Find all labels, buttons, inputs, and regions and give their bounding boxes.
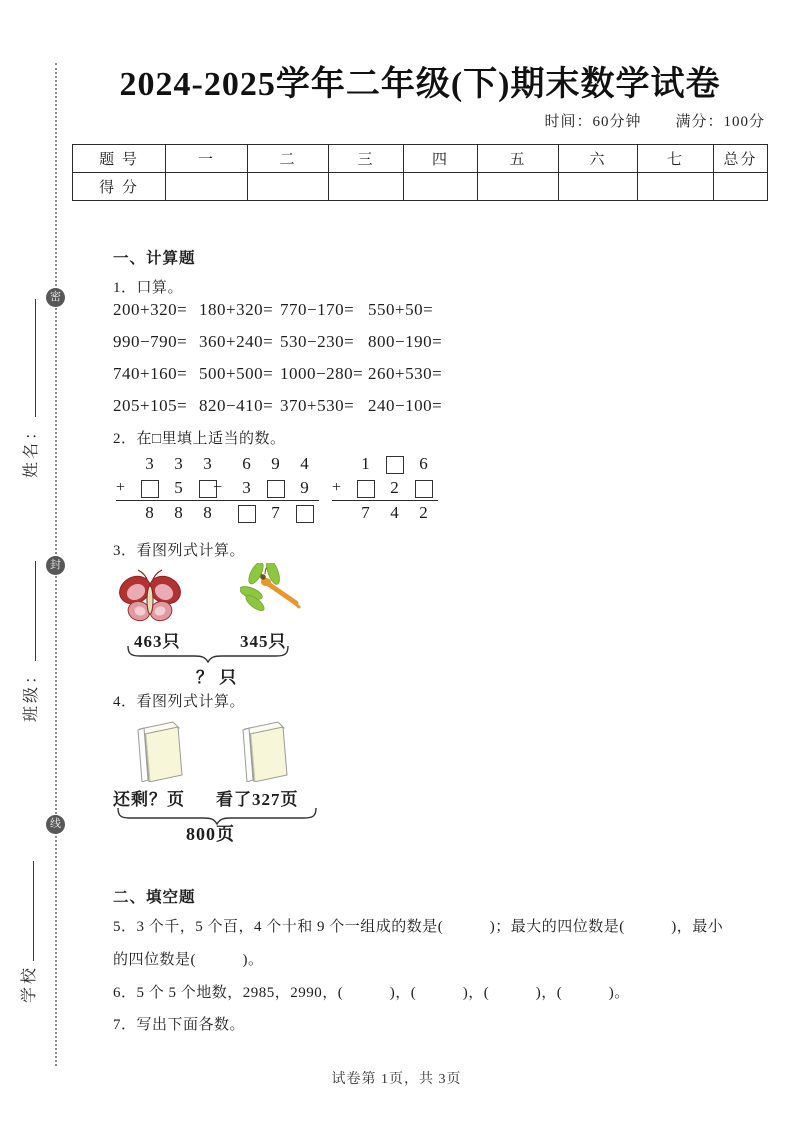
score-cell — [329, 173, 404, 201]
calc-cell — [261, 476, 290, 501]
page-title: 2024-2025学年二年级(下)期末数学试卷 — [119, 66, 721, 103]
book-icon — [238, 716, 290, 782]
calc-cell — [351, 476, 380, 501]
student-school-field — [16, 861, 39, 1003]
name-label: 姓名： — [23, 420, 40, 478]
header-cell-tihao: 题 号 — [73, 145, 166, 173]
oral-expression: 370+530= — [280, 396, 355, 415]
vertical-calc-1 — [116, 452, 222, 525]
calc-cell: 2 — [390, 478, 399, 497]
question7-text: 7．写出下面各数。 — [113, 1017, 246, 1033]
section2-heading: 二、填空题 — [113, 889, 196, 906]
header-cell-6: 六 — [559, 145, 638, 173]
score-cell — [559, 173, 638, 201]
score-cell — [714, 173, 768, 201]
oral-expression: 500+500= — [199, 364, 274, 383]
question2-label: 2．在□里填上适当的数。 — [113, 431, 286, 447]
header-cell-1: 一 — [166, 145, 248, 173]
score-cell — [404, 173, 478, 201]
calc-cell — [232, 501, 261, 526]
oral-expression: 200+320= — [113, 300, 188, 319]
calc-cell: 1 — [361, 454, 370, 473]
exam-meta — [544, 110, 765, 131]
question1-label: 1．口算。 — [113, 280, 184, 296]
school-blank-line — [19, 861, 34, 961]
calc-cell: 8 — [135, 501, 164, 526]
question3-label: 3．看图列式计算。 — [113, 543, 246, 559]
calc-cell: 8 — [193, 501, 222, 526]
score-cell — [166, 173, 248, 201]
fill-in-box — [415, 480, 433, 498]
header-cell-5: 五 — [478, 145, 559, 173]
question5-text-line1: 5．3 个千，5 个百，4 个十和 9 个一组成的数是( )；最大的四位数是( )，最小 — [113, 919, 724, 935]
oral-expression: 260+530= — [368, 364, 443, 383]
butterfly-count-label: 463只 — [134, 632, 181, 651]
fill-in-box — [296, 505, 314, 523]
dragonfly-icon — [240, 563, 302, 621]
calc-cell: 3 — [145, 454, 154, 473]
calc-cell: 6 — [242, 454, 251, 473]
calc-cell — [380, 452, 409, 476]
calc-cell: 3 — [203, 454, 212, 473]
oral-calc-row — [113, 300, 433, 320]
exam-time: 时间：60分钟 — [544, 114, 642, 130]
question6-text: 6．5 个 5 个地数，2985，2990，( )，( )，( )，( )。 — [113, 985, 630, 1001]
question-mark-label: ？ 只 — [196, 668, 238, 687]
calc-cell: 4 — [300, 454, 309, 473]
header-cell-4: 四 — [404, 145, 478, 173]
calc-cell: 7 — [351, 501, 380, 526]
oral-expression: 820−410= — [199, 396, 274, 415]
vertical-calc-2 — [213, 452, 319, 525]
operator: − — [213, 479, 223, 496]
oral-expression: 360+240= — [199, 332, 274, 351]
oral-expression: 240−100= — [368, 396, 443, 415]
class-label: 班级： — [23, 664, 40, 722]
pages-left-label: 还剩？页 — [113, 790, 185, 809]
header-cell-2: 二 — [248, 145, 329, 173]
operator: + — [116, 479, 126, 496]
seal-marker-xian: 线 — [46, 815, 65, 834]
calc-cell — [135, 476, 164, 501]
score-cell — [638, 173, 714, 201]
fill-in-box — [386, 456, 404, 474]
header-cell-total: 总分 — [714, 145, 768, 173]
oral-expression: 550+50= — [368, 300, 434, 319]
fill-in-box — [141, 480, 159, 498]
dragonfly-count-label: 345只 — [240, 632, 287, 651]
oral-expression: 530−230= — [280, 332, 355, 351]
page-footer: 试卷第 1页，共 3页 — [331, 1072, 462, 1087]
oral-calc-row — [113, 332, 442, 352]
fill-in-box — [357, 480, 375, 498]
vertical-calc-3 — [332, 452, 438, 525]
question4-label: 4．看图列式计算。 — [113, 694, 246, 710]
score-cell — [248, 173, 329, 201]
total-pages-label: 800页 — [186, 824, 235, 844]
student-class-field — [18, 561, 41, 722]
calc-cell — [290, 501, 319, 526]
oral-expression: 740+160= — [113, 364, 188, 383]
score-table-header-row — [73, 145, 768, 173]
section1-heading: 一、计算题 — [113, 250, 196, 267]
fill-in-box — [267, 480, 285, 498]
oral-expression: 770−170= — [280, 300, 355, 319]
calc-cell — [409, 476, 438, 501]
calc-cell: 6 — [419, 454, 428, 473]
butterfly-icon — [116, 566, 184, 628]
oral-expression: 205+105= — [113, 396, 188, 415]
question5-text-line2: 的四位数是( )。 — [113, 952, 264, 968]
score-cell — [478, 173, 559, 201]
oral-calc-row — [113, 364, 442, 384]
name-blank-line — [21, 299, 36, 417]
header-cell-7: 七 — [638, 145, 714, 173]
class-blank-line — [21, 561, 36, 661]
calc-cell: 9 — [300, 478, 309, 497]
oral-expression: 990−790= — [113, 332, 188, 351]
calc-cell: 4 — [380, 501, 409, 526]
header-cell-3: 三 — [329, 145, 404, 173]
operator: + — [332, 479, 342, 496]
calc-cell: 5 — [174, 478, 183, 497]
score-table — [72, 144, 768, 201]
student-name-field — [18, 299, 41, 478]
oral-expression: 800−190= — [368, 332, 443, 351]
exam-full-score: 满分：100分 — [675, 114, 765, 130]
pages-read-label: 看了327页 — [216, 790, 299, 809]
brace-icon — [126, 645, 290, 665]
oral-expression: 1000−280= — [280, 364, 364, 383]
fill-in-box — [238, 505, 256, 523]
seal-marker-mi: 密 — [46, 288, 65, 307]
calc-cell: 7 — [261, 501, 290, 526]
oral-calc-row — [113, 396, 442, 416]
calc-cell: 8 — [164, 501, 193, 526]
calc-cell: 9 — [271, 454, 280, 473]
calc-cell: 3 — [242, 478, 251, 497]
calc-cell: 2 — [409, 501, 438, 526]
book-icon — [133, 716, 185, 782]
calc-cell: 3 — [174, 454, 183, 473]
oral-expression: 180+320= — [199, 300, 274, 319]
score-row-label: 得 分 — [73, 173, 166, 201]
school-label: 学校 — [21, 964, 38, 1003]
score-table-score-row — [73, 173, 768, 201]
seal-marker-feng: 封 — [46, 556, 65, 575]
